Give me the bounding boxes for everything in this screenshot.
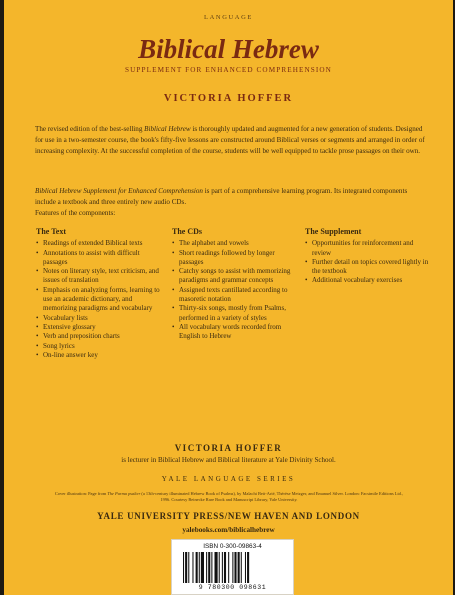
barcode-digits: 9 780300 098631 xyxy=(198,584,267,591)
column-heading: The Text xyxy=(36,227,67,236)
series-name: YALE LANGUAGE SERIES xyxy=(161,475,296,483)
author-name: VICTORIA HOFFER xyxy=(163,93,294,104)
desc2-book-title: Biblical Hebrew Supplement for Enhanced Comprehension xyxy=(35,187,203,195)
list-item: • Assigned texts cantillated according to masoretic notation xyxy=(172,286,297,305)
list-item: • Extensive glossary xyxy=(36,323,162,332)
list-item: • All vocabulary words recorded from English to Hebrew xyxy=(172,323,297,342)
list-item: • Verb and preposition charts xyxy=(36,332,162,341)
list-item: • Song lyrics xyxy=(36,342,162,351)
book-back-cover xyxy=(4,0,453,595)
list-item: • Vocabulary lists xyxy=(36,314,162,323)
list-item: • Catchy songs to assist with memorizing paradigms and grammar concepts xyxy=(172,267,297,286)
feature-list xyxy=(305,239,433,285)
column-heading: The CDs xyxy=(172,227,203,236)
bio-text: is lecturer in Biblical Hebrew and Biblical literature at Yale Divinity School. xyxy=(121,456,336,464)
cover-credit xyxy=(54,491,404,503)
credit-title: The Parma psalter xyxy=(107,491,141,496)
list-item: • Readings of extended Biblical texts xyxy=(36,239,162,248)
column-the-text xyxy=(36,227,162,360)
category-label: LANGUAGE xyxy=(204,14,253,21)
book-title: Biblical Hebrew xyxy=(138,34,319,64)
isbn-label: ISBN 0-300-09863-4 xyxy=(203,543,262,550)
list-item: • Annotations to assist with difficult passages xyxy=(36,249,162,268)
description-paragraph-2 xyxy=(35,186,427,208)
bio-author-name: VICTORIA HOFFER xyxy=(174,443,283,453)
column-the-supplement xyxy=(305,227,433,286)
list-item: • Thirty-six songs, mostly from Psalms, performed in a variety of styles xyxy=(172,304,297,323)
features-intro: Features of the components: xyxy=(35,209,116,217)
list-item: • On-line answer key xyxy=(36,351,162,360)
desc1-text-a: The revised edition of the best-selling xyxy=(35,125,145,133)
publisher-line: YALE UNIVERSITY PRESS/NEW HAVEN AND LONDON xyxy=(97,511,360,521)
barcode-box xyxy=(171,539,294,595)
list-item: • Opportunities for reinforcement and review xyxy=(305,239,433,258)
book-subtitle: SUPPLEMENT FOR ENHANCED COMPREHENSION xyxy=(125,66,332,74)
desc2-text-b: is part of a comprehensive learning program. Its integrated components include a textbook and three entirely new audio CDs. xyxy=(35,187,408,207)
desc1-text-b: is thoroughly updated and augmented for a new generation of students. Designed for use in a two-semester course, the book's fifty-five lessons are constructed around Biblical verses or segments and arranged in order of increasing complexity. At the successful completion of the course, students will be well equipped to tackle prose passages on their own. xyxy=(35,125,425,156)
feature-list xyxy=(172,239,297,341)
credit-text-a: Cover illustration: Page from xyxy=(54,491,108,496)
description-paragraph-1 xyxy=(35,124,427,157)
list-item: • Short readings followed by longer passages xyxy=(172,249,297,268)
list-item: • Additional vocabulary exercises xyxy=(305,276,433,285)
column-heading: The Supplement xyxy=(305,227,362,236)
list-item: • Further detail on topics covered lightly in the textbook xyxy=(305,258,433,277)
desc1-book-title: Biblical Hebrew xyxy=(144,125,191,133)
barcode-icon xyxy=(182,552,283,583)
column-the-cds xyxy=(172,227,297,342)
list-item: • Notes on literary style, text criticism, and issues of translation xyxy=(36,267,162,286)
list-item: • Emphasis on analyzing forms, learning to use an academic dictionary, and memorizing paradigms and vocabulary xyxy=(36,286,162,314)
list-item: • The alphabet and vowels xyxy=(172,239,297,248)
website-url: yalebooks.com/biblicalhebrew xyxy=(182,526,275,534)
credit-text-b: (a 13th-century illuminated Hebrew Book of Psalms), by Malachi Beit-Arié, Thérèse Metzger, and Emanuel Silver. London: Facsimile Editions Ltd., 1996. Courtesy Beinecke Rare Book and Manuscript Library, Yale University. xyxy=(140,491,404,502)
feature-list xyxy=(36,239,162,360)
